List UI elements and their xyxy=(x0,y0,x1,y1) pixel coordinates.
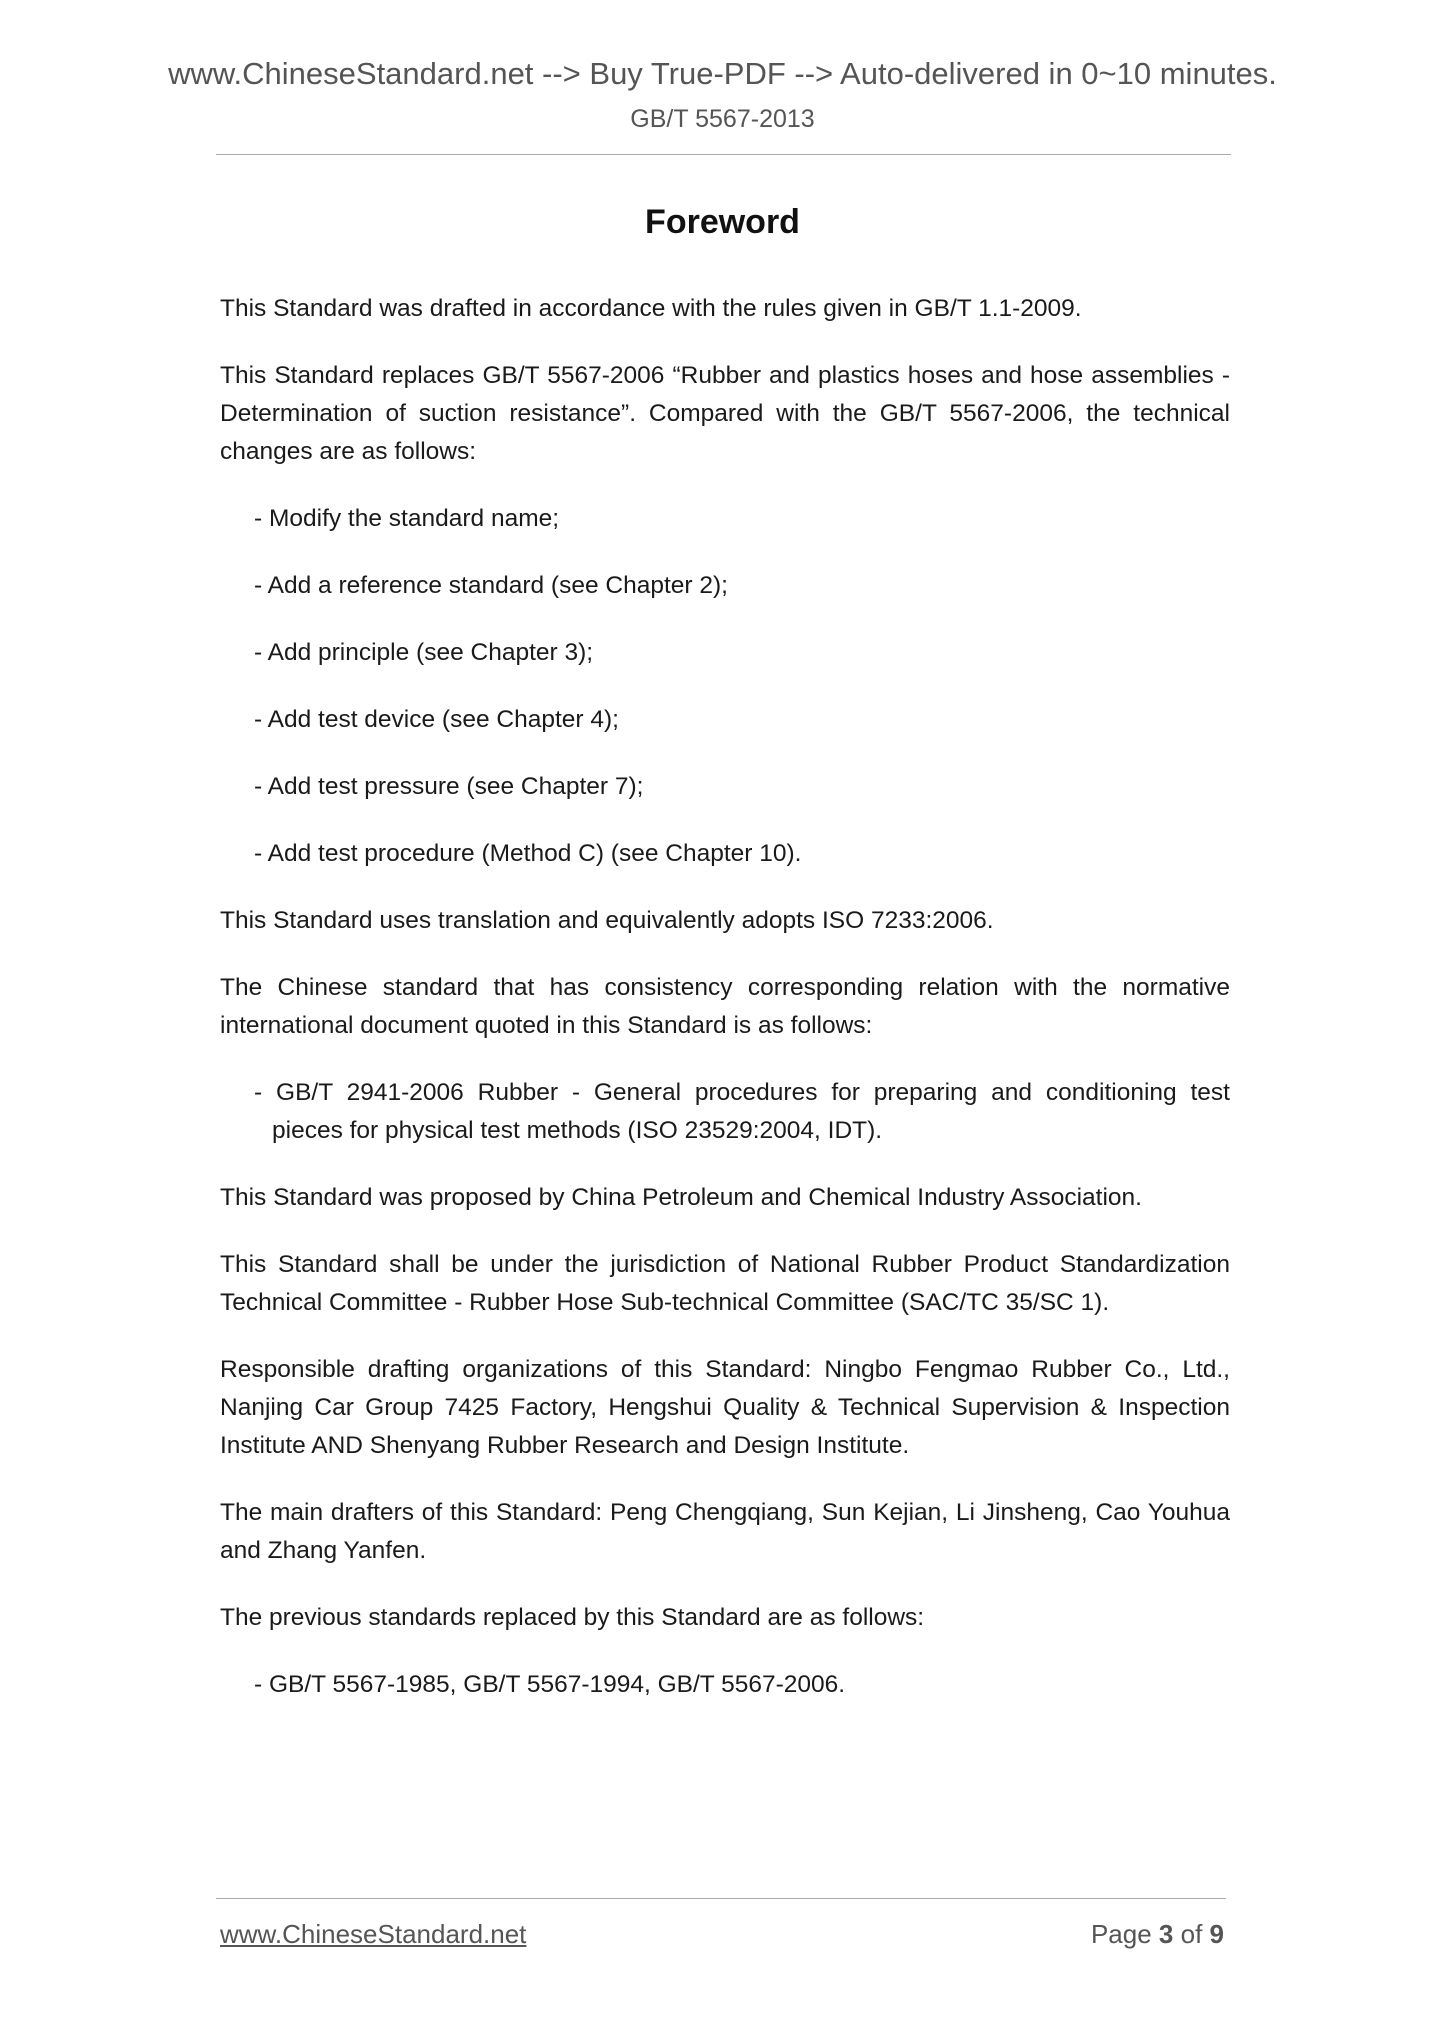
page-word: Page xyxy=(1090,1919,1152,1949)
paragraph-drafters: The main drafters of this Standard: Peng Chengqiang, Sun Kejian, Li Jinsheng, Cao Youhua and Zhang Yanfen. xyxy=(220,1499,1230,1564)
paragraph-corresponding-standard: The Chinese standard that has consistency corresponding relation with the normative international document quoted in this Standard is as follows: xyxy=(220,974,1230,1039)
list-item-change: - Add a reference standard (see Chapter 2); xyxy=(254,572,728,599)
paragraph-drafting-rules: This Standard was drafted in accordance with the rules given in GB/T 1.1-2009. xyxy=(220,295,1082,322)
list-item-reference: - GB/T 2941-2006 Rubber - General procedures for preparing and conditioning test pieces for physical test methods (ISO 23529:2004, IDT). xyxy=(254,1079,1230,1144)
page-indicator xyxy=(1091,1918,1224,1950)
page-number: 3 xyxy=(1158,1919,1174,1949)
top-banner: www.ChineseStandard.net --> Buy True-PDF --> Auto-delivered in 0~10 minutes. xyxy=(168,56,1277,91)
paragraph-previous-standards: The previous standards replaced by this Standard are as follows: xyxy=(220,1604,925,1631)
paragraph-jurisdiction: This Standard shall be under the jurisdiction of National Rubber Product Standardization Technical Committee - Rubber Hose Sub-technical Committee (SAC/TC 35/SC 1). xyxy=(220,1251,1230,1316)
list-item-change: - Add test device (see Chapter 4); xyxy=(254,706,619,733)
paragraph-drafting-organizations: Responsible drafting organizations of this Standard: Ningbo Fengmao Rubber Co., Ltd., Nanjing Car Group 7425 Factory, Hengshui Quality & Technical Supervision & Inspection Institute AND Shenyang Rubber Research and Design Institute. xyxy=(220,1356,1230,1459)
paragraph-replaces: This Standard replaces GB/T 5567-2006 “Rubber and plastics hoses and hose assemblies - Determination of suction resistance”. Compared with the GB/T 5567-2006, the technical changes are as follows: xyxy=(220,362,1230,465)
page-title: Foreword xyxy=(645,203,800,241)
list-item-change: - Add principle (see Chapter 3); xyxy=(254,639,594,666)
footer-divider xyxy=(216,1898,1226,1899)
of-word: of xyxy=(1180,1919,1203,1949)
paragraph-proposed-by: This Standard was proposed by China Petroleum and Chemical Industry Association. xyxy=(220,1184,1142,1211)
header-divider xyxy=(216,154,1231,155)
list-item-change: - Add test pressure (see Chapter 7); xyxy=(254,773,644,800)
list-item-change: - Add test procedure (Method C) (see Chapter 10). xyxy=(254,840,802,867)
paragraph-adoption: This Standard uses translation and equivalently adopts ISO 7233:2006. xyxy=(220,907,994,934)
list-item-change: - Modify the standard name; xyxy=(254,505,560,532)
document-code: GB/T 5567-2013 xyxy=(630,105,815,133)
document-body xyxy=(220,290,1230,1733)
page-total: 9 xyxy=(1209,1919,1224,1949)
footer-website-link[interactable]: www.ChineseStandard.net xyxy=(220,1919,527,1949)
list-item-previous-standard: - GB/T 5567-1985, GB/T 5567-1994, GB/T 5567-2006. xyxy=(254,1671,846,1698)
